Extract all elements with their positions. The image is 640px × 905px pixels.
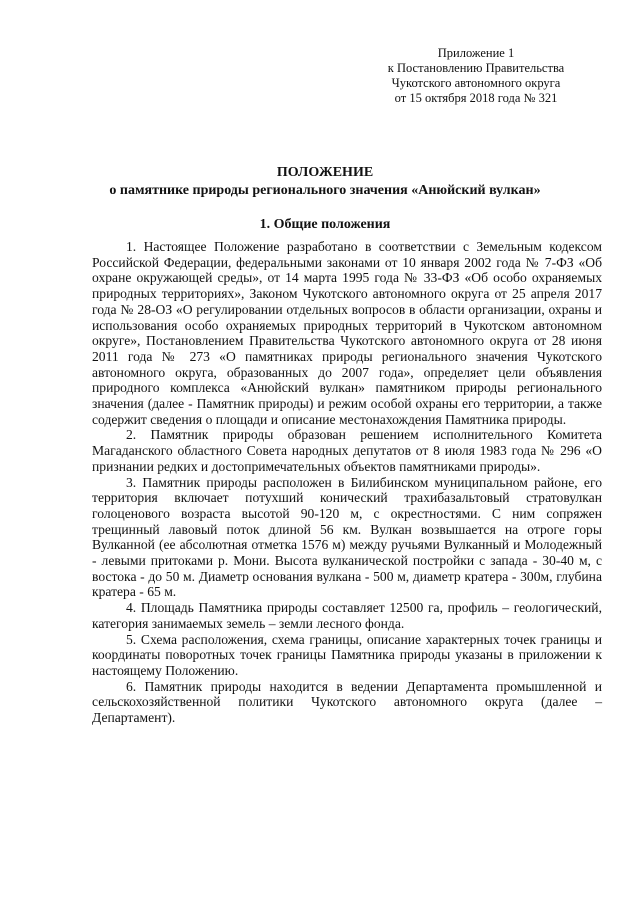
paragraph-2: 2. Памятник природы образован решением исполнительного Комитета Магаданского областного Совета народных депутатов от 8 июля 1983 года № 296 «О признании редких и достопримечательных объектов памятниками природы».	[92, 427, 602, 474]
appendix-resolution: к Постановлению Правительства	[387, 61, 565, 75]
paragraph-6: 6. Памятник природы находится в ведении Департамента промышленной и сельскохозяйственной политики Чукотского автономного округа (далее – Департамент).	[92, 678, 602, 726]
section-heading: 1. Общие положения	[259, 217, 391, 232]
paragraph-5: 5. Схема расположения, схема границы, описание характерных точек границы и координаты поворотных точек границы Памятника природы указаны в приложении к настоящему Положению.	[92, 631, 602, 678]
appendix-reference	[356, 46, 596, 106]
title-line-2: о памятнике природы регионального значения «Анюйский вулкан»	[109, 183, 541, 198]
appendix-date: от 15 октября 2018 года № 321	[394, 91, 558, 105]
paragraph-1: 1. Настоящее Положение разработано в соответствии с Земельным кодексом Российской Федерации, федеральными законами от 10 января 2002 года № 7-ФЗ «Об охране окружающей среды», от 14 марта 1995 года № 33-ФЗ «Об особо охраняемых природных территориях», Законом Чукотского автономного округа от 25 апреля 2017 года № 28-ОЗ «О регулировании отдельных вопросов в области организации, охраны и использования особо охраняемых природных территорий в Чукотском автономном округе», Постановлением Правительства Чукотского автономного округа от 28 июня 2011 года № 273 «О памятниках природы регионального значения Чукотского автономного округа, образованных до 2007 года», определяет цели объявления природного комплекса «Анюйский вулкан» памятником природы регионального значения (далее - Памятник природы) и режим особой охраны его территории, а также содержит сведения о площади и описание местонахождения Памятника природы.	[92, 239, 602, 427]
appendix-government: Чукотского автономного округа	[391, 76, 561, 90]
paragraph-3: 3. Памятник природы расположен в Билибинском муниципальном районе, его территория включает потухший конический трахибазальтовый стратовулкан голоценового возраста высотой 90-120 м, с окрестностями. С ним сопряжен трещинный лавовый поток длиной 56 км. Вулкан возвышается на отроге горы Вулканной (ее абсолютная отметка 1576 м) между ручьями Вулканный и Молодежный - левыми притоками р. Мони. Высота вулканической постройки с запада - 30-40 м, с востока - до 50 м. Диаметр основания вулкана - 500 м, диаметр кратера - 300м, глубина кратера - 65 м.	[92, 474, 602, 600]
appendix-number: Приложение 1	[437, 46, 515, 60]
paragraph-4: 4. Площадь Памятника природы составляет 12500 га, профиль – геологический, категория занимаемых земель – земли лесного фонда.	[92, 600, 602, 631]
document-body	[92, 239, 602, 726]
document-title	[60, 164, 590, 200]
title-line-1: ПОЛОЖЕНИЕ	[276, 165, 374, 180]
